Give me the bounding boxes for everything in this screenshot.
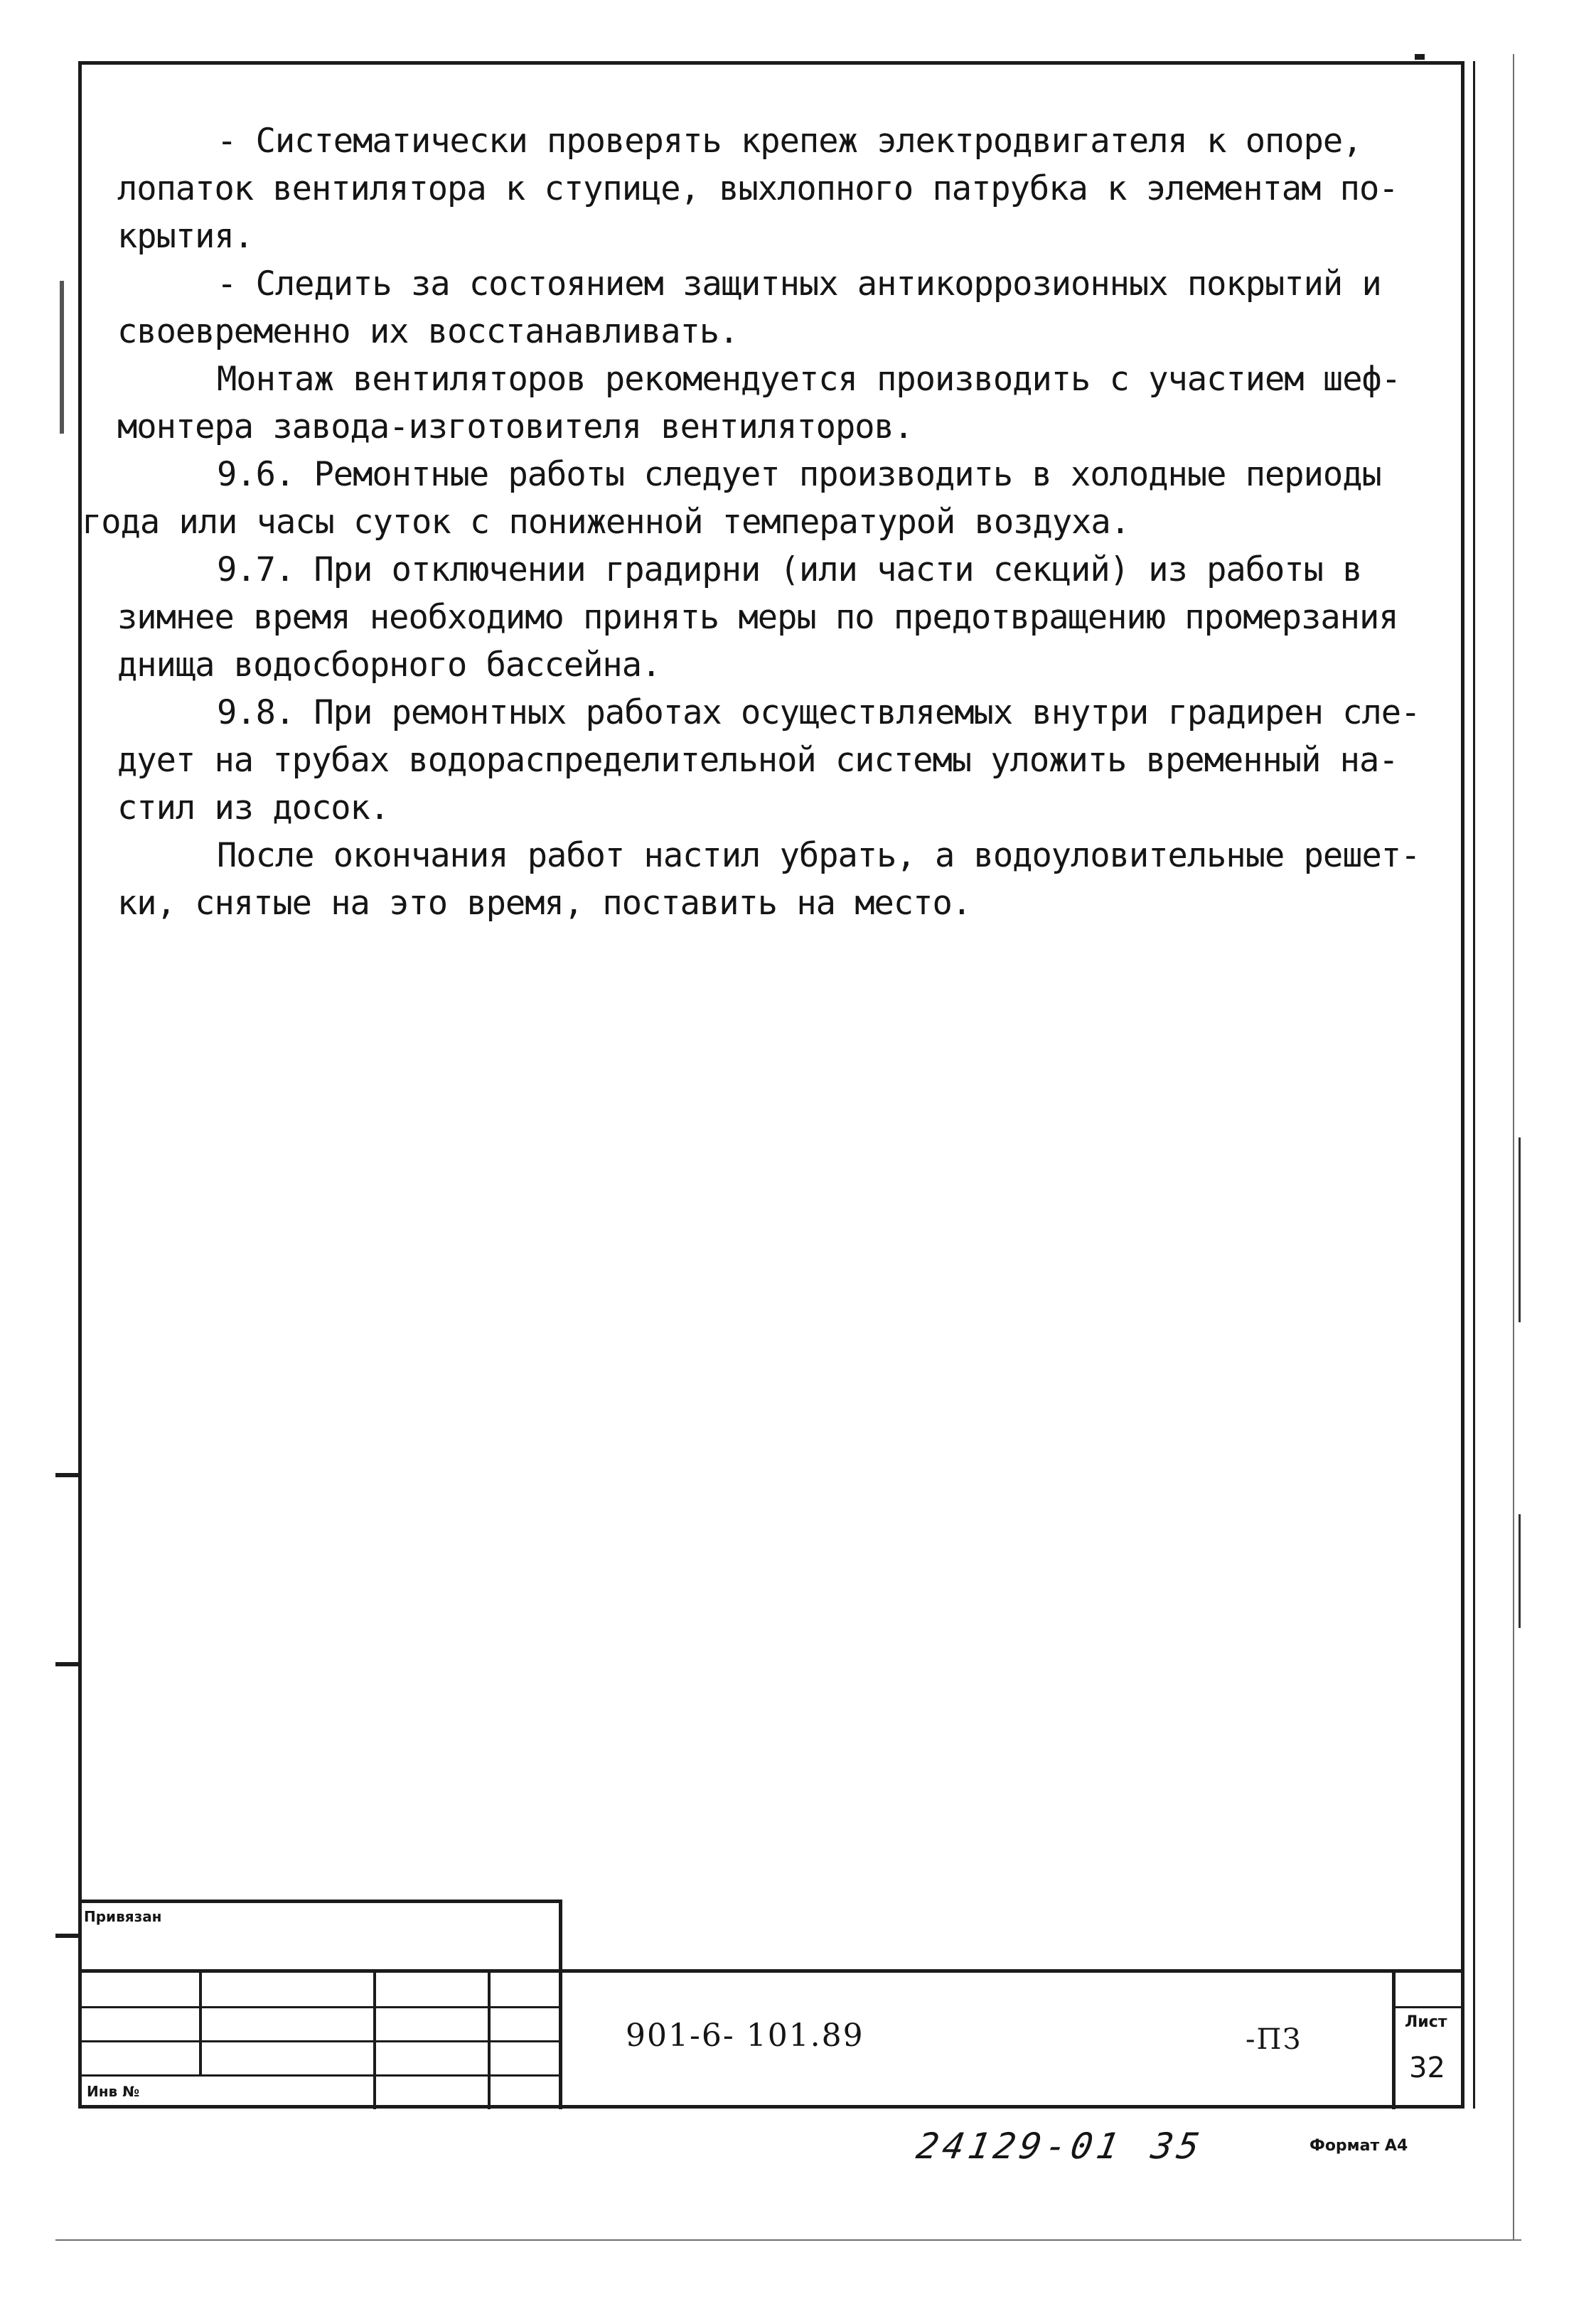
sheet-number: 32 xyxy=(1409,2052,1445,2084)
tb-line xyxy=(1393,2006,1464,2008)
text-line: крытия. xyxy=(117,217,254,256)
trim-line xyxy=(1519,1137,1521,1322)
text-line: зимнее время необходимо принять меры по предотвращению промерзания xyxy=(117,598,1398,637)
binding-mark xyxy=(1415,54,1425,60)
binding-mark xyxy=(60,281,64,434)
inv-label: Инв № xyxy=(87,2083,140,2100)
text-line: дует на трубах водораспределительной системы уложить временный на- xyxy=(117,741,1398,780)
text-line: 9.8. При ремонтных работах осуществляемых внутри градирен сле- xyxy=(217,693,1420,732)
text-line: - Следить за состоянием защитных антикоррозионных покрытий и xyxy=(217,264,1381,304)
frame-right-edge-line xyxy=(1473,61,1475,2109)
document-code: 901-6- 101.89 xyxy=(626,2018,864,2054)
text-line: Монтаж вентиляторов рекомендуется производить с участием шеф- xyxy=(217,360,1401,399)
binding-mark xyxy=(55,1473,80,1477)
page-body-text xyxy=(82,117,1425,927)
tb-line xyxy=(488,1971,491,2109)
binding-mark xyxy=(55,1934,80,1938)
text-line: 9.6. Ремонтные работы следует производить в холодные периоды xyxy=(217,455,1381,494)
text-line: После окончания работ настил убрать, а водоуловительные решет- xyxy=(217,836,1420,875)
tb-line xyxy=(1392,1971,1396,2109)
tb-line xyxy=(78,1900,562,1903)
tb-line xyxy=(199,1971,202,2076)
document-suffix: -ПЗ xyxy=(1246,2023,1302,2056)
text-line: своевременно их восстанавливать. xyxy=(117,312,739,351)
text-line: стил из досок. xyxy=(117,788,390,827)
tb-line xyxy=(373,1971,376,2109)
text-line: лопаток вентилятора к ступице, выхлопного патрубка к элементам по- xyxy=(117,169,1398,208)
sheet-label: Лист xyxy=(1405,2013,1447,2031)
text-line: - Систематически проверять крепеж электродвигателя к опоре, xyxy=(217,122,1362,161)
trim-line xyxy=(1513,54,1514,2241)
privyazan-label: Привязан xyxy=(84,1908,162,1925)
inventory-stamp-number: 24129-01 xyxy=(913,2126,1126,2167)
binding-mark xyxy=(55,1662,80,1666)
text-line: 9.7. При отключении градирни (или части секций) из работы в xyxy=(217,550,1362,589)
trim-line xyxy=(55,2239,1521,2241)
text-line: днища водосборного бассейна. xyxy=(117,645,661,685)
tb-line xyxy=(78,1969,1464,1973)
text-line: года или часы суток с пониженной температурой воздуха. xyxy=(82,503,1130,542)
format-label: Формат А4 xyxy=(1310,2137,1408,2155)
trim-line xyxy=(1519,1514,1521,1628)
text-line: ки, снятые на это время, поставить на место. xyxy=(117,884,972,923)
tb-line xyxy=(559,1900,562,2109)
text-line: монтера завода-изготовителя вентиляторов. xyxy=(117,407,914,446)
inventory-stamp-suffix: 35 xyxy=(1147,2126,1207,2167)
